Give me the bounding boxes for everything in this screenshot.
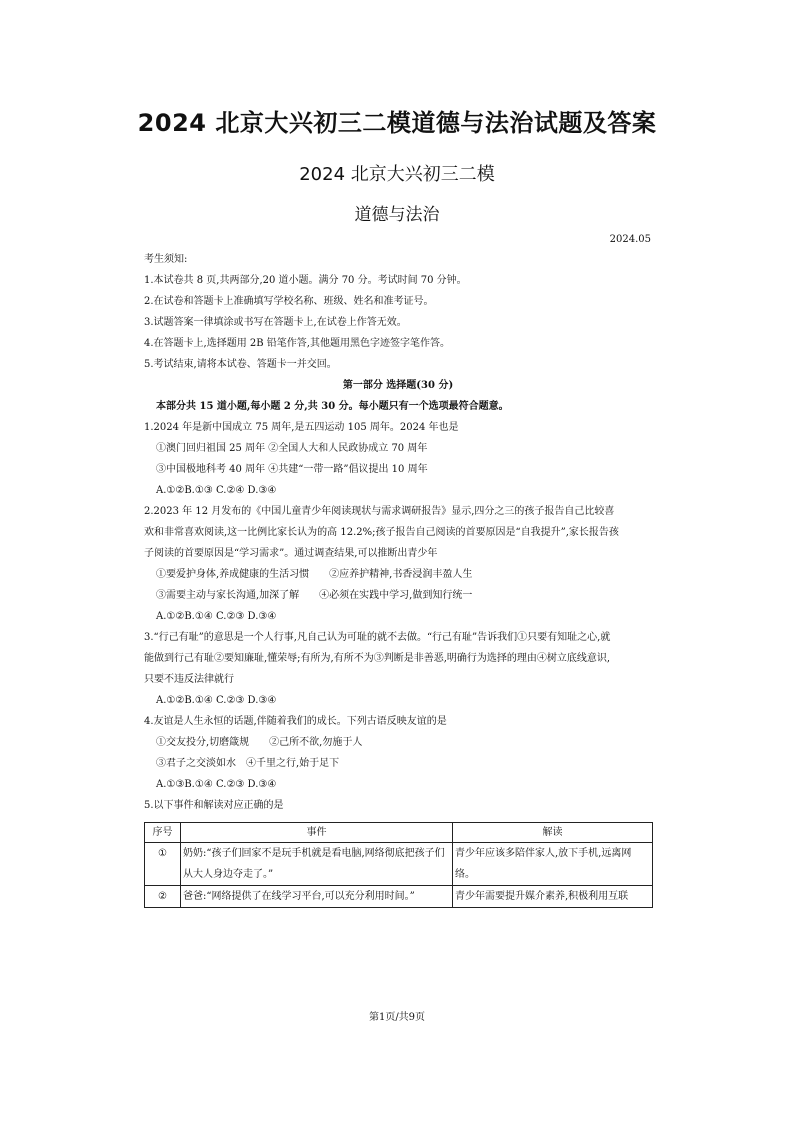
- notice-item: 2.在试卷和答题卡上准确填写学校名称、班级、姓名和准考证号。: [144, 296, 434, 307]
- table-cell-event: 爸爸:“网络提供了在线学习平台,可以充分利用时间。”: [181, 886, 453, 908]
- question-4-answers: A.①③B.①④ C.②③ D.③④: [156, 779, 277, 790]
- table-row: [145, 843, 653, 886]
- question-3-stem: 只要不违反法律就行: [144, 674, 234, 685]
- question-1-options: ①澳门回归祖国 25 周年 ②全国人大和人民政协成立 70 周年: [156, 443, 428, 454]
- events-table: [144, 822, 653, 908]
- notice-heading: 考生须知:: [144, 254, 188, 265]
- table-row: [145, 886, 653, 908]
- exam-body: [144, 249, 652, 816]
- question-2-options: ①要爱护身体,养成健康的生活习惯 ②应养护精神,书香浸润丰盈人生: [156, 569, 473, 580]
- question-1-stem: 1.2024 年是新中国成立 75 周年,是五四运动 105 周年。2024 年也是: [144, 422, 459, 433]
- question-1-options: ③中国极地科考 40 周年 ④共建“一带一路”倡议提出 10 周年: [156, 464, 428, 475]
- table-cell-number: ①: [145, 843, 181, 886]
- question-2-stem: 2.2023 年 12 月发布的《中国儿童青少年阅读现状与需求调研报告》显示,四分之三的孩子报告自己比较喜: [144, 506, 615, 517]
- notice-item: 3.试题答案一律填涂或书写在答题卡上,在试卷上作答无效。: [144, 317, 407, 328]
- table-cell-number: ②: [145, 886, 181, 908]
- question-2-options: ③需要主动与家长沟通,加深了解 ④必须在实践中学习,做到知行统一: [156, 590, 473, 601]
- question-4-options: ③君子之交淡如水 ④千里之行,始于足下: [156, 758, 340, 769]
- question-3-answers: A.①②B.①④ C.②③ D.③④: [156, 695, 277, 706]
- table-header-cell: 事件: [181, 823, 453, 843]
- question-2-stem: 子阅读的首要原因是“学习需求”。通过调查结果,可以推断出青少年: [144, 548, 438, 559]
- notice-item: 1.本试卷共 8 页,共两部分,20 道小题。满分 70 分。考试时间 70 分钟。: [144, 275, 467, 286]
- notice-item: 4.在答题卡上,选择题用 2B 铅笔作答,其他题用黑色字迹签字笔作答。: [144, 338, 450, 349]
- question-1-answers: A.①②B.①③ C.②④ D.③④: [156, 485, 277, 496]
- table-header-cell: 序号: [145, 823, 181, 843]
- question-3-stem: 3.“行己有耻”的意思是一个人行事,凡自己认为可耻的就不去做。“行己有耻”告诉我们①只要有知耻之心,就: [144, 632, 611, 643]
- table-header-row: [145, 823, 653, 843]
- question-4-options: ①交友投分,切磨箴规 ②己所不欲,勿施于人: [156, 737, 363, 748]
- table-cell-event: 奶奶:“孩子们回家不是玩手机就是看电脑,网络彻底把孩子们从大人身边夺走了。”: [181, 843, 453, 886]
- part1-heading: 第一部分 选择题(30 分): [342, 380, 454, 391]
- question-2-stem: 欢和非常喜欢阅读,这一比例比家长认为的高 12.2%;孩子报告自己阅读的首要原因是“自我提升”,家长报告孩: [144, 527, 619, 538]
- notice-item: 5.考试结束,请将本试卷、答题卡一并交回。: [144, 359, 337, 370]
- table-cell-reading: 青少年需要提升媒介素养,积极利用互联: [453, 886, 653, 908]
- table-header-cell: 解读: [453, 823, 653, 843]
- page-footer: 第1页/共9页: [368, 1012, 426, 1023]
- part1-instruction: 本部分共 15 道小题,每小题 2 分,共 30 分。每小题只有一个选项最符合题意。: [156, 401, 509, 412]
- question-4-stem: 4.友谊是人生永恒的话题,伴随着我们的成长。下列古语反映友谊的是: [144, 716, 447, 727]
- question-3-stem: 能做到行己有耻②要知廉耻,懂荣辱;有所为,有所不为③判断是非善恶,明确行为选择的理由④树立底线意识,: [144, 653, 611, 664]
- table-cell-reading: 青少年应该多陪伴家人,放下手机,远离网络。: [453, 843, 653, 886]
- exam-subtitle: 2024 北京大兴初三二模: [299, 164, 495, 185]
- question-2-answers: A.①②B.①④ C.②③ D.③④: [156, 611, 277, 622]
- question-5-stem: 5.以下事件和解读对应正确的是: [144, 800, 284, 811]
- exam-date: 2024.05: [609, 234, 651, 245]
- document-title: 2024 北京大兴初三二模道德与法治试题及答案: [137, 109, 657, 137]
- exam-subject: 道德与法治: [354, 205, 440, 225]
